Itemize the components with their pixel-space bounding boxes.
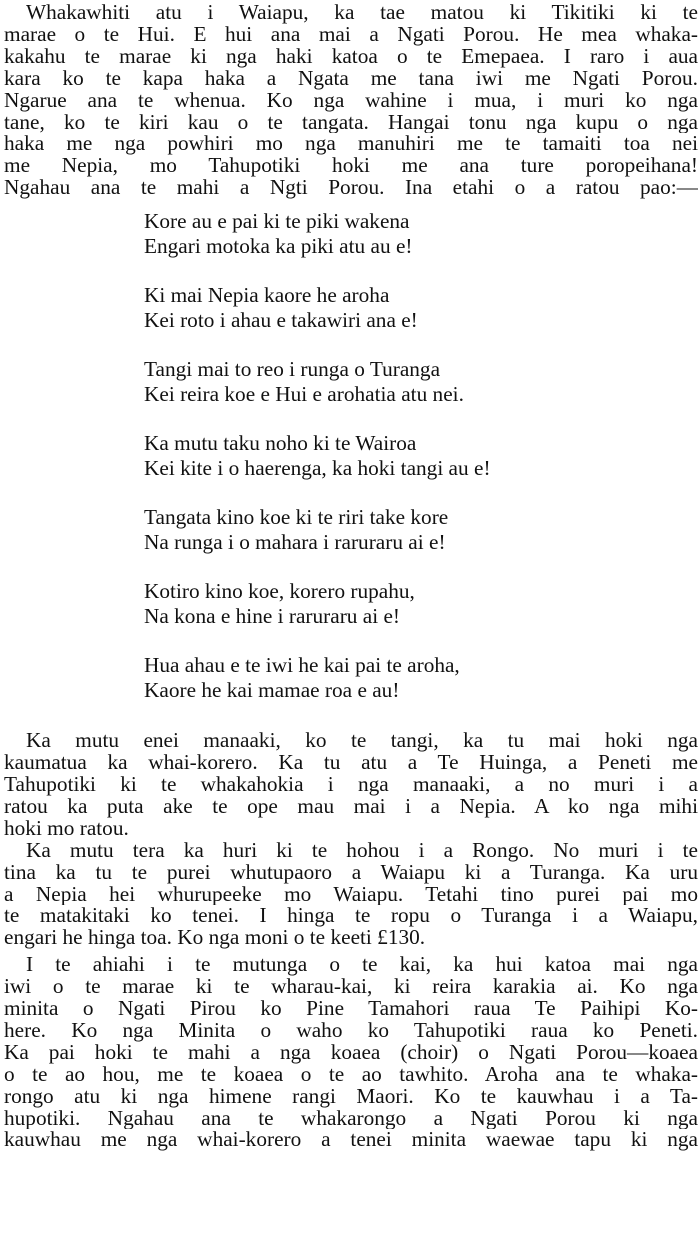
song-line: Kore au e pai ki te piki wakena <box>144 209 410 234</box>
text-line: I te ahiahi i te mutunga o te kai, ka hui katoa mai nga <box>26 954 698 977</box>
text-line: tina ka tu te purei whutupaoro a Waiapu ki a Turanga. Ka uru <box>4 861 698 884</box>
song-line: Tangata kino koe ki te riri take kore <box>144 505 449 530</box>
text-line: hoki mo ratou. <box>4 815 129 840</box>
song-stanza <box>144 431 698 480</box>
song-stanza <box>144 505 698 554</box>
song-line: Engari motoka ka piki atu au e! <box>144 233 413 258</box>
song-line: Na kona e hine i raruraru ai e! <box>144 603 401 628</box>
song-stanza <box>144 653 698 702</box>
text-line: kara ko te kapa haka a Ngata me tana iwi me Ngati Porou. <box>4 67 698 90</box>
text-line: kaumatua ka whai-korero. Ka tu atu a Te Huinga, a Peneti me <box>4 752 698 774</box>
text-line: hupotiki. Ngahau ana te whakarongo a Ngati Porou ki nga <box>4 1107 698 1130</box>
song-line: Kei reira koe e Hui e arohatia atu nei. <box>144 381 464 406</box>
song-line: Na runga i o mahara i raruraru ai e! <box>144 529 446 554</box>
body-paragraph <box>4 840 698 950</box>
song-line: Ka mutu taku noho ki te Wairoa <box>144 431 417 456</box>
text-line: minita o Ngati Pirou ko Pine Tamahori raua Te Paihipi Ko- <box>4 998 698 1020</box>
text-line: Ngarue ana te whenua. Ko nga wahine i mua, i muri ko nga <box>4 89 698 112</box>
text-line: Ka mutu tera ka huri ki te hohou i a Rongo. No muri i te <box>26 839 698 862</box>
song-stanza <box>144 209 698 258</box>
text-line: here. Ko nga Minita o waho ko Tahupotiki raua ko Peneti. <box>4 1019 698 1042</box>
text-line: Ka mutu enei manaaki, ko te tangi, ka tu mai hoki nga <box>26 730 698 753</box>
body-paragraph <box>4 730 698 840</box>
text-line: engari he hinga toa. Ko nga moni o te keeti £130. <box>4 925 426 950</box>
text-line: iwi o te marae ki te wharau-kai, ki reira karakia ai. Ko nga <box>4 976 698 999</box>
text-line: o te ao hou, me te koaea o te ao tawhito. Aroha ana te whaka- <box>4 1063 698 1086</box>
text-line: rongo atu ki nga himene rangi Maori. Ko te kauwhau i a Ta- <box>4 1085 698 1108</box>
text-line: Ngahau ana te mahi a Ngti Porou. Ina etahi o a ratou pao:— <box>4 177 698 200</box>
song-verses <box>4 209 698 702</box>
text-line: te matakitaki ko tenei. I hinga te ropu o Turanga i a Waiapu, <box>4 905 698 928</box>
song-line: Kei kite i o haerenga, ka hoki tangi au e! <box>144 455 491 480</box>
text-line: marae o te Hui. E hui ana mai a Ngati Porou. He mea whaka- <box>4 23 698 46</box>
text-line: tane, ko te kiri kau o te tangata. Hangai tonu nga kupu o nga <box>4 111 698 134</box>
text-line: haka me nga powhiri mo nga manuhiri me te tamaiti toa nei <box>4 133 698 156</box>
text-line: kakahu te marae ki nga haki katoa o te Emepaea. I raro i aua <box>4 45 698 68</box>
text-line: Ka pai hoki te mahi a nga koaea (choir) o Ngati Porou—koaea <box>4 1041 698 1064</box>
song-stanza <box>144 357 698 406</box>
song-stanza <box>144 283 698 332</box>
text-line: ratou ka puta ake te ope mau mai i a Nepia. A ko nga mihi <box>4 795 698 818</box>
intro-paragraph <box>4 0 698 199</box>
song-line: Kotiro kino koe, korero rupahu, <box>144 579 415 604</box>
text-line: a Nepia hei whurupeeke mo Waiapu. Tetahi tino purei pai mo <box>4 883 698 906</box>
song-line: Kaore he kai mamae roa e au! <box>144 677 400 702</box>
text-line: Whakawhiti atu i Waiapu, ka tae matou ki Tikitiki ki te <box>26 2 698 24</box>
text-line: me Nepia, mo Tahupotiki hoki me ana ture poropeihana! <box>4 155 698 178</box>
song-line: Ki mai Nepia kaore he aroha <box>144 283 390 308</box>
song-line: Tangi mai to reo i runga o Turanga <box>144 357 441 382</box>
body-paragraph <box>4 954 698 1151</box>
song-stanza <box>144 579 698 628</box>
text-line: Tahupotiki ki te whakahokia i nga manaaki, a no muri i a <box>4 773 698 796</box>
song-line: Kei roto i ahau e takawiri ana e! <box>144 307 418 332</box>
song-line: Hua ahau e te iwi he kai pai te aroha, <box>144 653 460 678</box>
text-line: kauwhau me nga whai-korero a tenei minita waewae tapu ki nga <box>4 1129 698 1152</box>
